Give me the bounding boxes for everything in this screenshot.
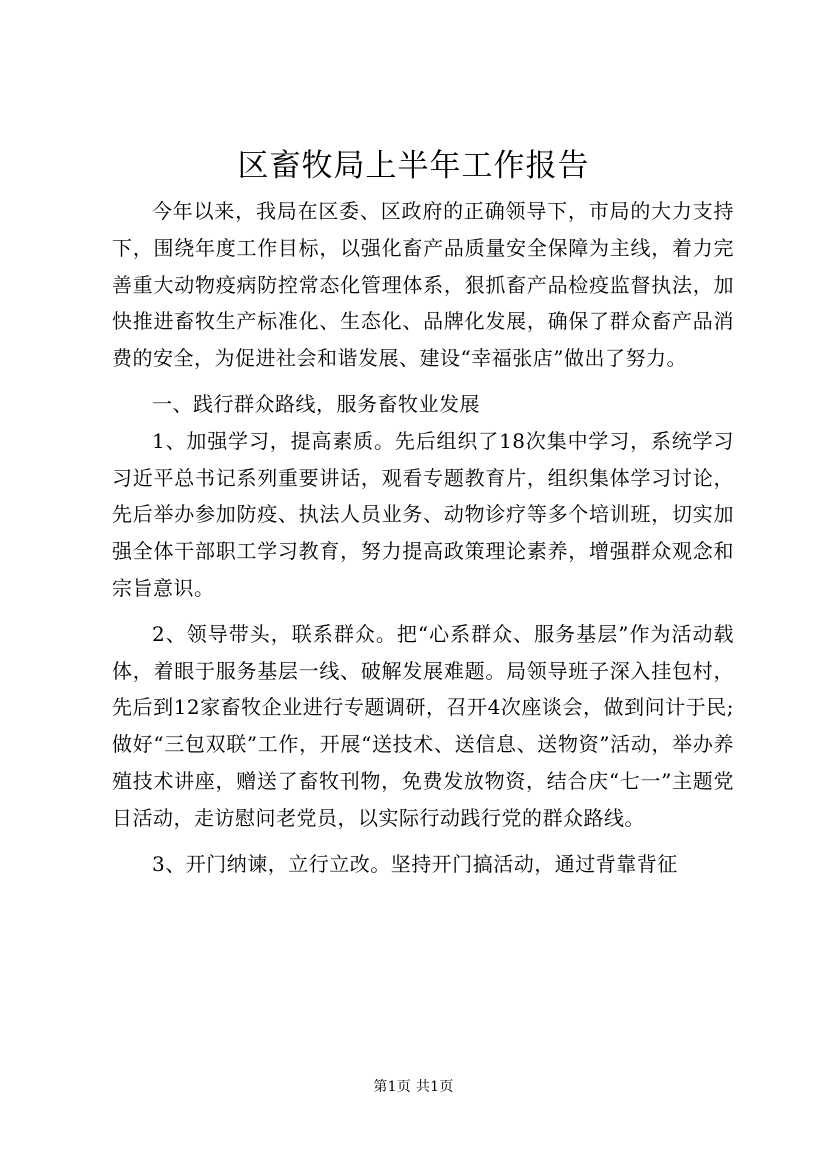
page-footer: 第1页 共1页 xyxy=(373,1079,454,1095)
section-heading-1: 一、践行群众路线，服务畜牧业发展 xyxy=(152,391,480,416)
document-title: 区畜牧局上半年工作报告 xyxy=(237,148,590,184)
paragraph-item-3: 3、开门纳谏，立行立改。坚持开门搞活动，通过背靠背征 xyxy=(152,851,678,876)
paragraph-intro: 今年以来，我局在区委、区政府的正确领导下，市局的大力支持下，围绕年度工作目标，以强化畜产品质量安全保障为主线，着力完善重大动物疫病防控常态化管理体系，狠抓畜产品检疫监督执法，加快推进畜牧生产标准化、生态化、品牌化发展，确保了群众畜产品消费的安全，为促进社会和谐发展、建设“幸福张店”做出了努力。 xyxy=(112,199,734,371)
paragraph-item-2: 2、领导带头，联系群众。把“心系群众、服务基层”作为活动载体，着眼于服务基层一线、破解发展难题。局领导班子深入挂包村，先后到12家畜牧企业进行专题调研，召开4次座谈会，做到问计于民;做好“三包双联”工作，开展“送技术、送信息、送物资”活动，举办养殖技术讲座，赠送了畜牧刊物，免费发放物资，结合庆“七一”主题党日活动，走访慰问老党员，以实际行动践行党的群众路线。 xyxy=(112,621,734,830)
document-body xyxy=(112,193,734,882)
paragraph-item-1: 1、加强学习，提高素质。先后组织了18次集中学习，系统学习习近平总书记系列重要讲话，观看专题教育片，组织集体学习讨论，先后举办参加防疫、执法人员业务、动物诊疗等多个培训班，切实加强全体干部职工学习教育，努力提高政策理论素养，增强群众观念和宗旨意识。 xyxy=(112,428,734,600)
